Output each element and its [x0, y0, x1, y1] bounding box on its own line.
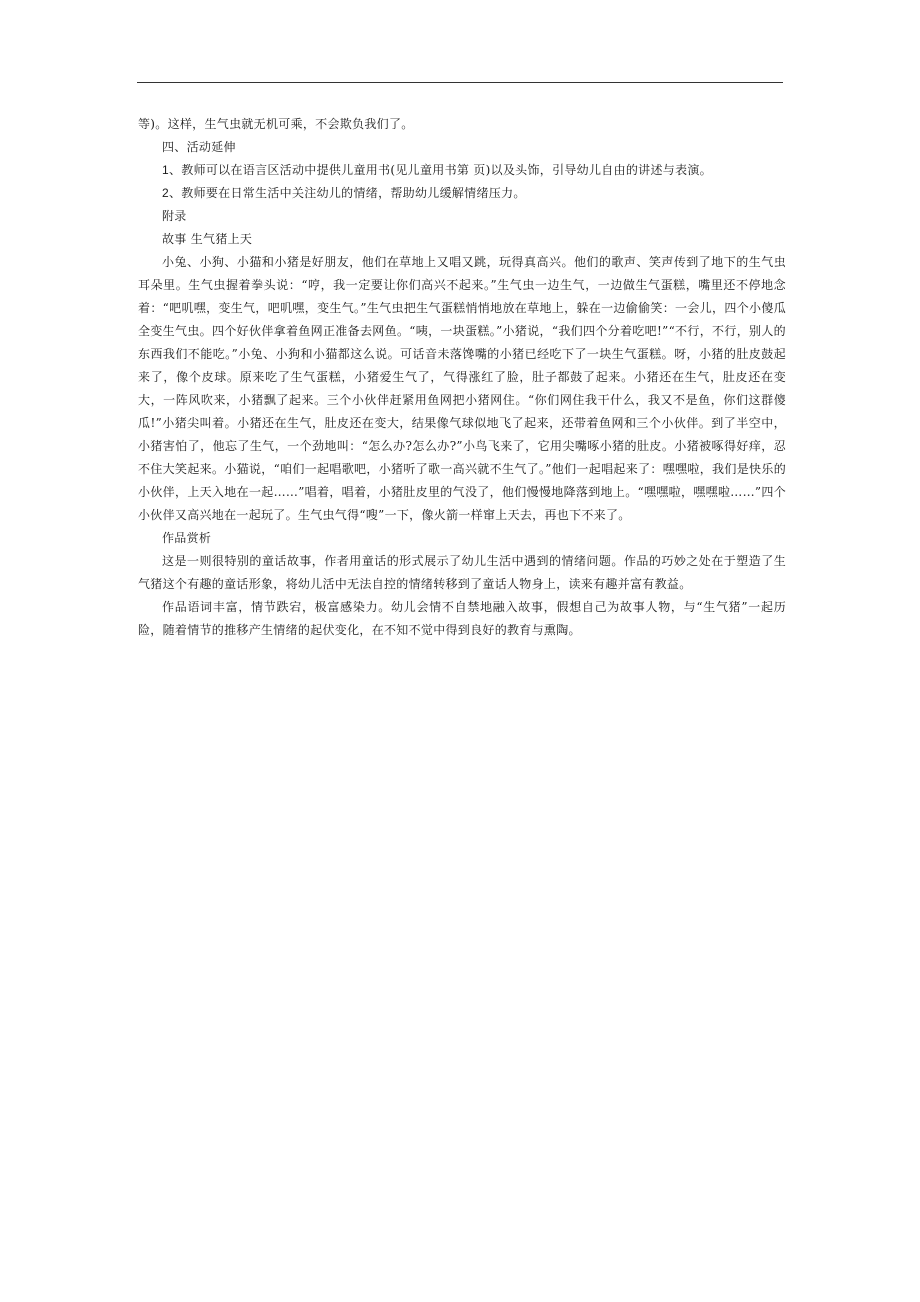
intro-line: 等)。这样，生气虫就无机可乘，不会欺负我们了。 — [138, 117, 414, 131]
item-number: 2 — [162, 186, 169, 200]
extension-item-1 — [138, 159, 786, 182]
appreciation-heading: 作品赏析 — [162, 531, 212, 545]
story-paragraph: 小兔、小狗、小猫和小猪是好朋友，他们在草地上又唱又跳，玩得真高兴。他们的歌声、笑声传到了地下的生气虫耳朵里。生气虫握着拳头说：“哼，我一定要让你们高兴不起来。”生气虫一边生气，一边做生气蛋糕，嘴里还不停地念着：“吧叽嘿，变生气，吧叽嘿，变生气。”生气虫把生气蛋糕悄悄地放在草地上，躲在一边偷偷笑：一会儿，四个小傻瓜全变生气虫。四个好伙伴拿着鱼网正准备去网鱼。“咦，一块蛋糕。”小猪说，“我们四个分着吃吧!”“不行，不行，别人的东西我们不能吃。”小兔、小狗和小猫都这么说。可话音未落馋嘴的小猪已经吃下了一块生气蛋糕。呀，小猪的肚皮鼓起来了，像个皮球。原来吃了生气蛋糕，小猪爱生气了，气得涨红了脸，肚子都鼓了起来。小猪还在生气，肚皮还在变大，一阵风吹来，小猪飘了起来。三个小伙伴赶紧用鱼网把小猪网住。“你们网住我干什么，我又不是鱼，你们这群傻瓜!”小猪尖叫着。小猪还在生气，肚皮还在变大，结果像气球似地飞了起来，还带着鱼网和三个小伙伴。到了半空中，小猪害怕了，他忘了生气，一个劲地叫：“怎么办?怎么办?”小鸟飞来了，它用尖嘴啄小猪的肚皮。小猪被啄得好痒，忍不住大笑起来。小猫说，“咱们一起唱歌吧，小猪听了歌一高兴就不生气了。”他们一起唱起来了：嘿嘿啦，我们是快乐的小伙伴，上天入地在一起……”唱着，唱着，小猪肚皮里的气没了，他们慢慢地降落到地上。“嘿嘿啦，嘿嘿啦……”四个小伙伴又高兴地在一起玩了。生气虫气得“嗖”一下，像火箭一样窜上天去，再也下不来了。 — [138, 255, 786, 522]
item-text: 、教师可以在语言区活动中提供儿童用书(见儿童用书第 页)以及头饰，引导幼儿自由的讲述与表演。 — [168, 163, 712, 177]
story-title: 故事 生气猪上天 — [162, 232, 253, 246]
header-rule — [137, 82, 783, 83]
section-heading-extension: 四、活动延伸 — [162, 140, 236, 154]
appendix-heading: 附录 — [162, 209, 187, 223]
appreciation-paragraph-2: 作品语词丰富，情节跌宕，极富感染力。幼儿会情不自禁地融入故事，假想自己为故事人物，与“生气猪”一起历险，随着情节的推移产生情绪的起伏变化，在不知不觉中得到良好的教育与熏陶。 — [138, 600, 786, 637]
item-number: 1 — [162, 163, 169, 177]
document-body — [138, 113, 786, 642]
extension-item-2 — [138, 182, 786, 205]
appreciation-paragraph-1: 这是一则很特别的童话故事，作者用童话的形式展示了幼儿生活中遇到的情绪问题。作品的巧妙之处在于塑造了生气猪这个有趣的童话形象，将幼儿活中无法自控的情绪转移到了童话人物身上，读来有趣并富有教益。 — [138, 554, 786, 591]
item-text: 、教师要在日常生活中关注幼儿的情绪，帮助幼儿缓解情绪压力。 — [168, 186, 526, 200]
